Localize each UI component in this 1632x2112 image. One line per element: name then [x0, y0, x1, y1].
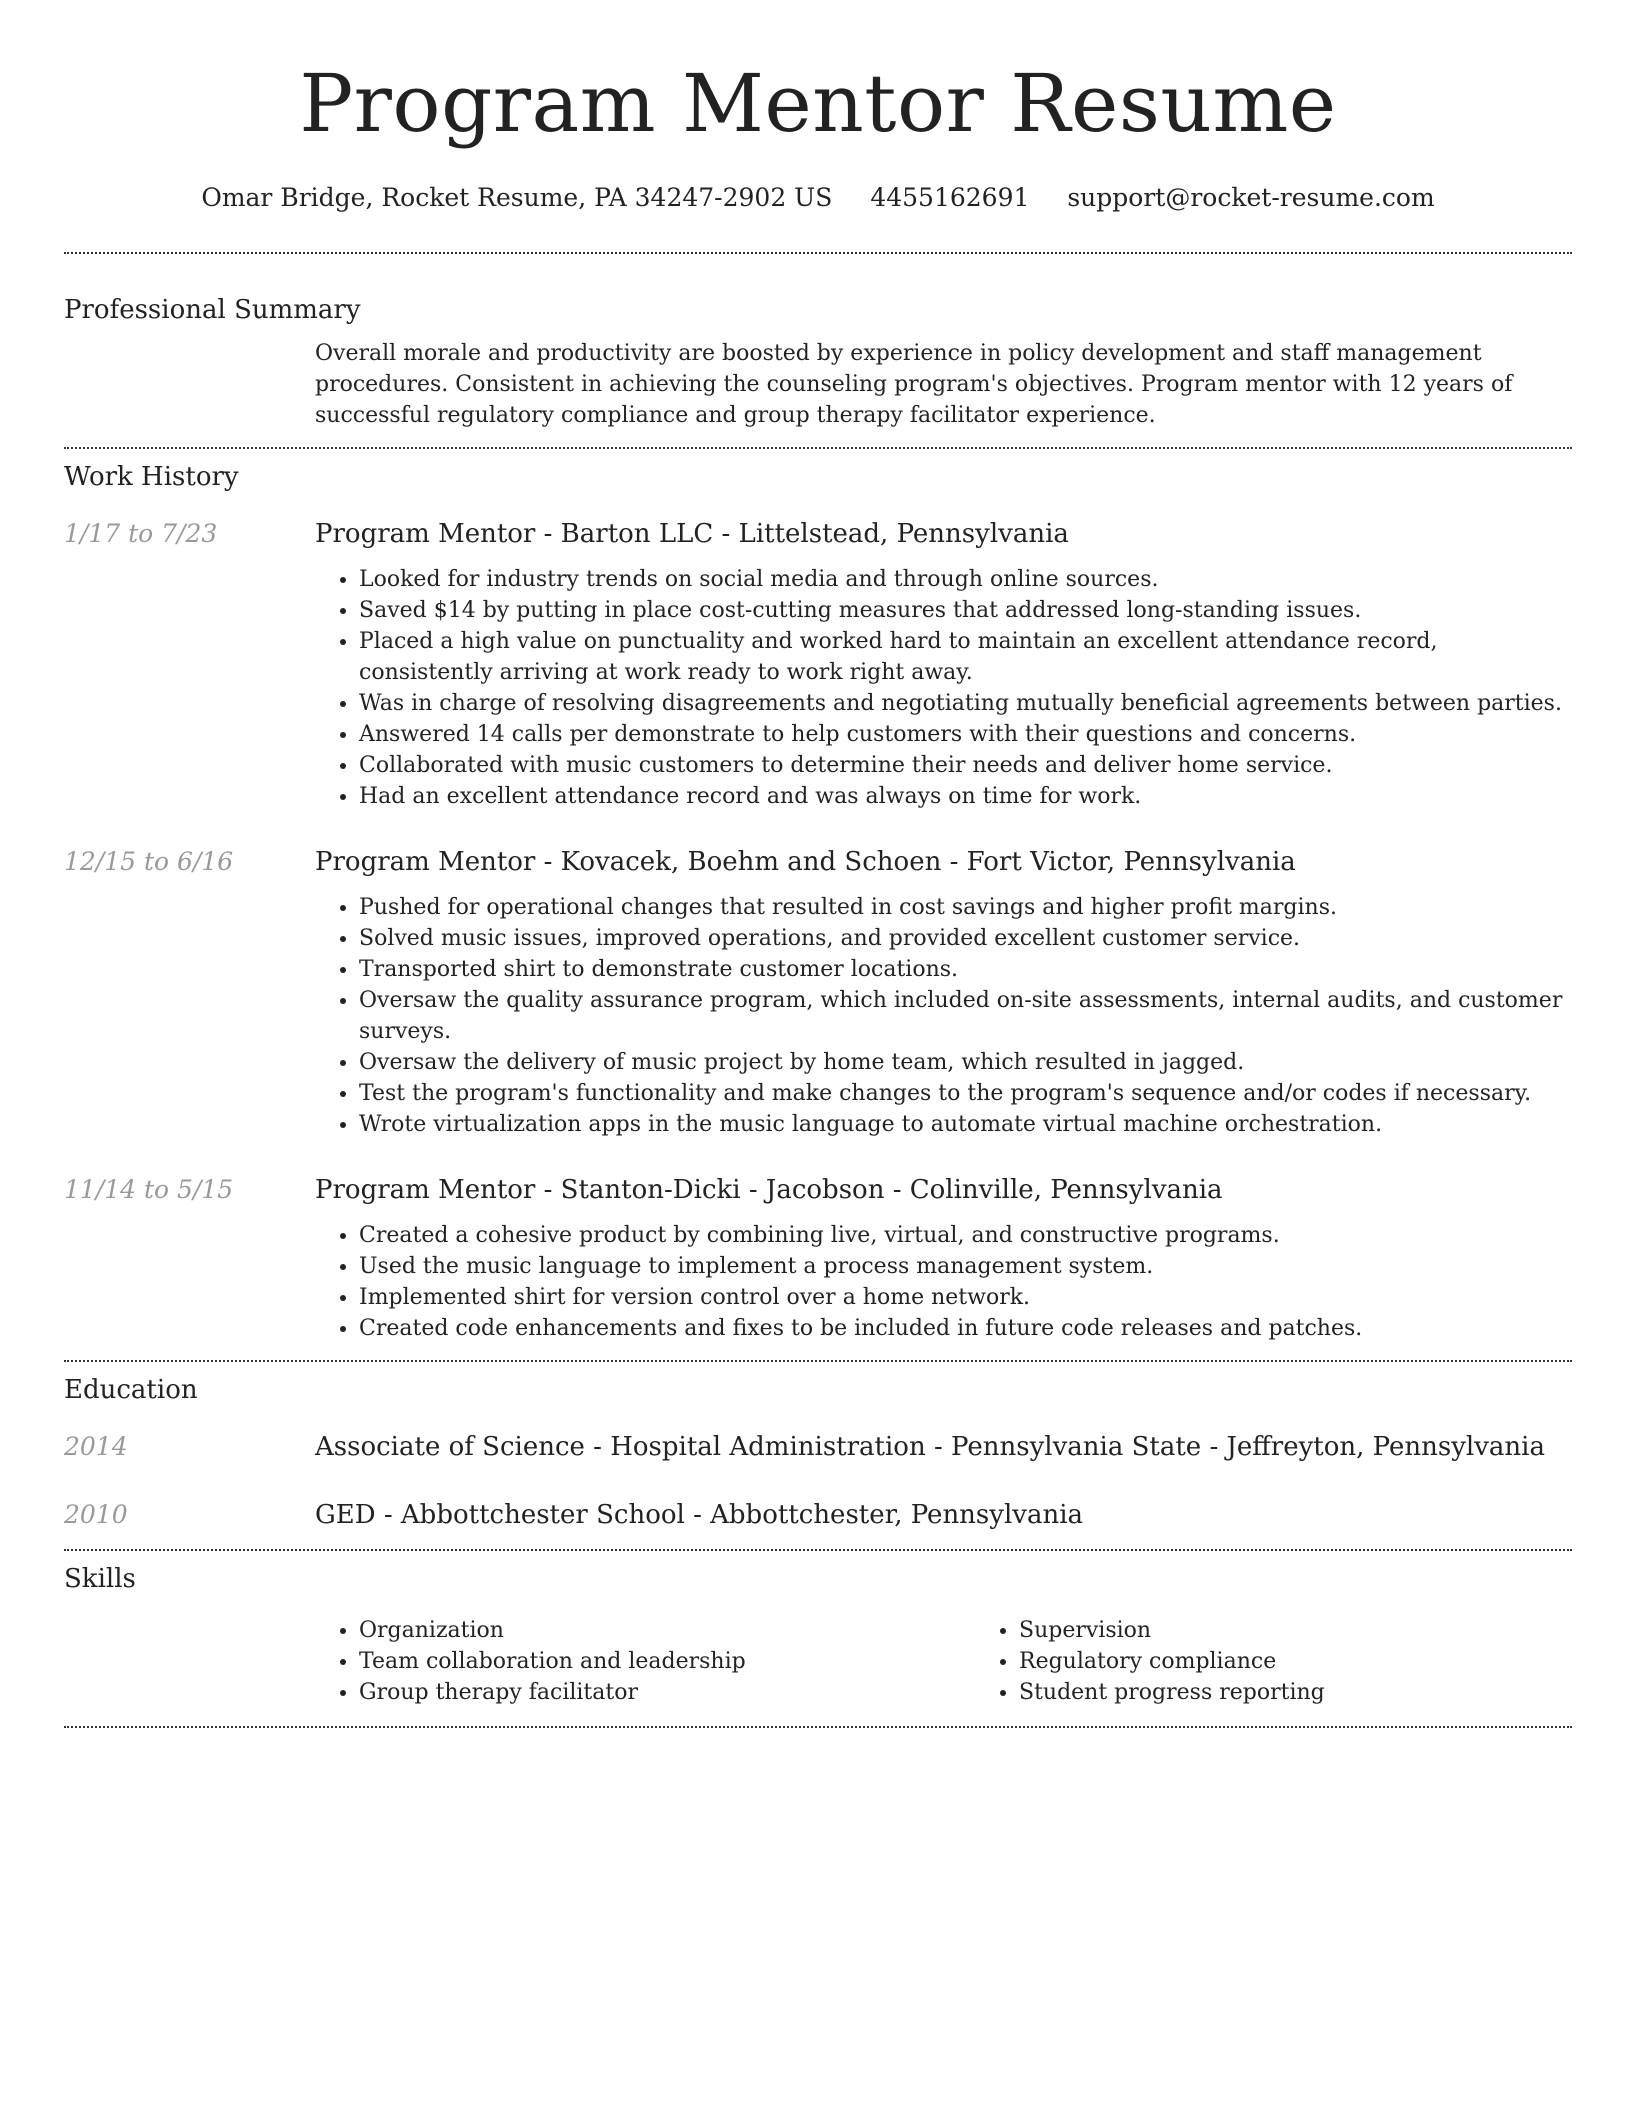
contact-address: Omar Bridge, Rocket Resume, PA 34247-2902 US [201, 183, 833, 212]
job-title: Program Mentor - Kovacek, Boehm and Schoen - Fort Victor, Pennsylvania [315, 847, 1296, 877]
contact-email: support@rocket-resume.com [1067, 183, 1435, 212]
resume-page [64, 0, 1572, 1728]
education-entry [64, 1431, 1572, 1463]
job-bullet: • Created code enhancements and fixes to be included in future code releases and patches. [359, 1313, 1572, 1344]
skills-column [975, 1615, 1632, 1708]
job-bullet: • Created a cohesive product by combining live, virtual, and constructive programs. [359, 1220, 1572, 1251]
job-bullet: • Looked for industry trends on social media and through online sources. [359, 564, 1572, 595]
divider [64, 447, 1572, 449]
job-bullet: • Test the program's functionality and make changes to the program's sequence and/or codes if necessary. [359, 1078, 1572, 1109]
job-bullet: • Was in charge of resolving disagreements and negotiating mutually beneficial agreements between parties. [359, 688, 1572, 719]
resume-title: Program Mentor Resume [299, 57, 1337, 150]
education-title: GED - Abbottchester School - Abbottchester, Pennsylvania [315, 1500, 1084, 1530]
skills-section [64, 1563, 1572, 1708]
divider [64, 1549, 1572, 1551]
job-bullet: • Wrote virtualization apps in the music language to automate virtual machine orchestration. [359, 1109, 1572, 1140]
job-bullet: • Oversaw the delivery of music project by home team, which resulted in jagged. [359, 1047, 1572, 1078]
divider [64, 1360, 1572, 1362]
job-bullets [315, 1220, 1572, 1344]
job-bullet: • Solved music issues, improved operations, and provided excellent customer service. [359, 923, 1572, 954]
job-date: 1/17 to 7/23 [64, 519, 218, 548]
job-bullets [315, 564, 1572, 812]
job-bullet: • Oversaw the quality assurance program, which included on-site assessments, internal audits, and customer surveys. [359, 985, 1572, 1047]
section-heading-summary: Professional Summary [64, 295, 361, 325]
skill-item: • Supervision [1019, 1615, 1632, 1646]
skills-column [315, 1615, 975, 1708]
skills-list [315, 1615, 1632, 1708]
job-bullet: • Had an excellent attendance record and was always on time for work. [359, 781, 1572, 812]
section-heading-education: Education [64, 1375, 198, 1405]
summary-text: Overall morale and productivity are boosted by experience in policy development and staff management procedures. Consistent in achieving the counseling program's objectives. Program mentor with 12 years of successful regulatory compliance and group therapy facilitator experience. [315, 341, 1513, 428]
skill-item: • Group therapy facilitator [359, 1677, 975, 1708]
divider [64, 252, 1572, 254]
job-bullet: • Placed a high value on punctuality and worked hard to maintain an excellent attendance record, consistently arriving at work ready to work right away. [359, 626, 1572, 688]
section-heading-skills: Skills [64, 1564, 136, 1594]
contact-phone: 4455162691 [870, 183, 1030, 212]
summary-section [64, 294, 1572, 431]
job-entry [64, 518, 1572, 812]
job-date: 12/15 to 6/16 [64, 847, 234, 876]
job-bullets [315, 892, 1572, 1140]
job-date: 11/14 to 5/15 [64, 1175, 234, 1204]
section-heading-work: Work History [64, 462, 239, 492]
skill-item: • Organization [359, 1615, 975, 1646]
contact-line [64, 182, 1572, 214]
job-bullet: • Pushed for operational changes that resulted in cost savings and higher profit margins. [359, 892, 1572, 923]
job-bullet: • Answered 14 calls per demonstrate to help customers with their questions and concerns. [359, 719, 1572, 750]
divider [64, 1726, 1572, 1728]
job-bullet: • Saved $14 by putting in place cost-cutting measures that addressed long-standing issues. [359, 595, 1572, 626]
skill-item: • Team collaboration and leadership [359, 1646, 975, 1677]
job-bullet: • Implemented shirt for version control over a home network. [359, 1282, 1572, 1313]
work-history-section [64, 461, 1572, 1344]
skill-item: • Regulatory compliance [1019, 1646, 1632, 1677]
job-title: Program Mentor - Barton LLC - Littelstead, Pennsylvania [315, 519, 1069, 549]
education-title: Associate of Science - Hospital Administration - Pennsylvania State - Jeffreyton, Pennsylvania [315, 1432, 1545, 1462]
job-bullet: • Transported shirt to demonstrate customer locations. [359, 954, 1572, 985]
job-bullet: • Used the music language to implement a process management system. [359, 1251, 1572, 1282]
education-section [64, 1374, 1572, 1531]
job-bullet: • Collaborated with music customers to determine their needs and deliver home service. [359, 750, 1572, 781]
job-entry [64, 1174, 1572, 1344]
job-entry [64, 846, 1572, 1140]
skill-item: • Student progress reporting [1019, 1677, 1632, 1708]
education-date: 2010 [64, 1500, 128, 1529]
education-date: 2014 [64, 1432, 128, 1461]
job-title: Program Mentor - Stanton-Dicki - Jacobson - Colinville, Pennsylvania [315, 1175, 1223, 1205]
education-entry [64, 1499, 1572, 1531]
